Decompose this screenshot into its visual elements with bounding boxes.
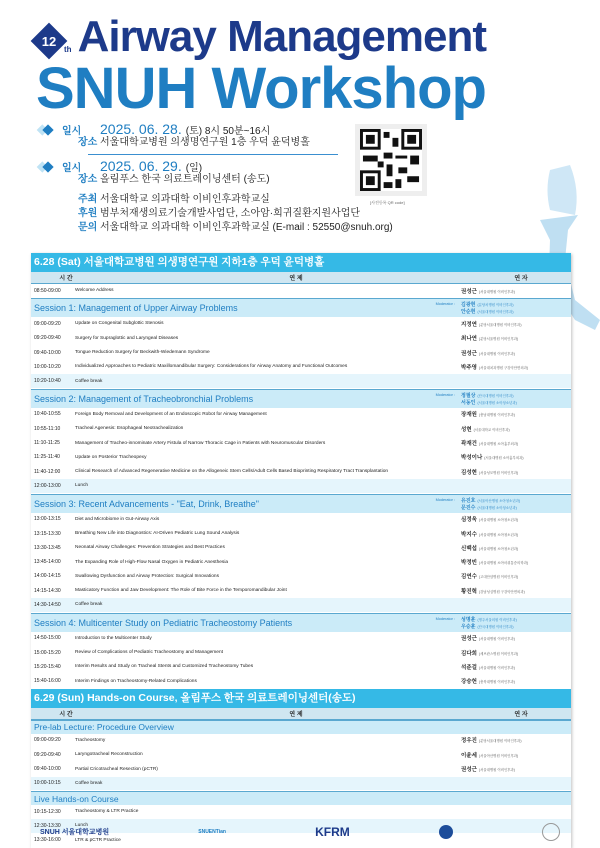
day-header: 6.29 (Sun) Hands-on Course, 올림푸스 한국 의료트레이닝센터(송도) — [31, 689, 571, 708]
topic: Individualized Approaches to Pediatric Maxillomandibular Surgery: Considerations for Airway Anatomy and Functional Outcomes — [75, 364, 348, 370]
speaker-name: 박성이나 — [461, 455, 483, 462]
speaker-affiliation: (분당서울대병원 이비인후과) — [478, 322, 522, 327]
moderator — [461, 504, 571, 511]
diamond-icon — [42, 124, 53, 135]
time: 09:40-10:00 — [34, 766, 61, 773]
speaker — [461, 334, 571, 342]
speaker-affiliation: (서울성모병원 이비인후과) — [478, 470, 519, 475]
speaker-affiliation: (세브란스병원 이비인후과) — [478, 651, 519, 656]
table-row — [31, 317, 571, 331]
break-row — [31, 374, 571, 388]
day2-place: 올림푸스 한국 의료트레이닝센터 (송도) — [100, 174, 270, 185]
moderator-affiliation: (분당차병원 이비인후과) — [477, 303, 514, 308]
time: 09:00-09:20 — [34, 737, 61, 744]
moderator-name: 문진수 — [461, 504, 476, 511]
moderator — [461, 497, 571, 504]
topic: Coffee break — [75, 602, 103, 608]
time: 14:50-15:00 — [34, 635, 61, 642]
speaker-affiliation: (서울대학교 이비인후과) — [473, 427, 510, 432]
time: 13:45-14:00 — [34, 559, 61, 566]
time: 15:40-16:00 — [34, 678, 61, 685]
speaker — [461, 349, 571, 357]
speaker-name: 지정연 — [461, 321, 477, 328]
moderator-affiliation: (명주서울의원 이비인후과) — [477, 617, 517, 622]
session-header — [31, 298, 571, 317]
time: 10:00-10:15 — [34, 780, 61, 787]
speaker — [461, 363, 571, 371]
speaker — [461, 587, 571, 595]
speaker-name: 김연수 — [461, 574, 477, 581]
session-title: Session 3: Recent Advancements - "Eat, Drink, Breathe" — [34, 498, 259, 509]
speaker-name: 권성근 — [461, 636, 477, 643]
speaker-affiliation: (분당서울병원 이비인후과) — [478, 337, 519, 342]
time: 14:00-14:15 — [34, 573, 61, 580]
topic: Interim Findings on Tracheostomy-Related Complications — [75, 678, 197, 684]
speaker-name: 신백섭 — [461, 545, 477, 552]
topic: Interim Results and Study on Tracheal Stents and Customized Tracheostomy Tubes — [75, 664, 254, 670]
time: 11:25-11:40 — [34, 454, 60, 461]
day-header: 6.28 (Sat) 서울대학교병원 의생명연구원 지하1층 우덕 윤덕병홀 — [31, 253, 571, 272]
title: Airway Management — [77, 12, 487, 61]
session-title: Session 2: Management of Tracheobronchial Problems — [34, 393, 254, 404]
speaker-affiliation: (서울대병원 이비인후과) — [478, 665, 515, 670]
speaker-name: 심정욱 — [461, 517, 477, 524]
speaker-affiliation: (서울대병원 이비인후과) — [478, 637, 515, 642]
speaker — [461, 468, 571, 476]
event-info — [40, 122, 393, 235]
moderator — [461, 301, 571, 308]
qr-code-icon — [360, 129, 422, 191]
table-row — [31, 570, 571, 584]
speaker-name: 권성근 — [461, 288, 477, 295]
day2-time: (일) — [185, 163, 203, 174]
session-title: Session 1: Management of Upper Airway Problems — [34, 303, 238, 314]
moderator — [461, 623, 571, 630]
edition-badge: 12 — [31, 23, 68, 60]
speaker-name: 곽재건 — [461, 441, 477, 448]
speaker-affiliation: (분당서울대병원 이비인후과) — [478, 739, 522, 744]
speaker-name: 석준걸 — [461, 664, 477, 671]
break-row — [31, 479, 571, 493]
moderator — [461, 308, 571, 315]
day1-date: 2025. 06. 28. — [100, 121, 182, 137]
break-row — [31, 777, 571, 791]
moderator-label: Moderator : — [435, 497, 455, 502]
snuentian-logo: SNUENTian — [198, 829, 226, 835]
time: 10:00-10:20 — [34, 363, 61, 370]
table-row — [31, 541, 571, 555]
topic: LTR & pCTR Practice — [75, 837, 121, 843]
moderator-name: 안순현 — [461, 309, 476, 316]
session-header — [31, 494, 571, 513]
topic: Laryngotracheal Reconstruction — [75, 752, 143, 758]
day2-date: 2025. 06. 29. — [100, 158, 182, 174]
topic: Lunch — [75, 823, 89, 829]
table-row — [31, 762, 571, 776]
schedule-table — [31, 253, 571, 848]
edition-suffix: th — [64, 45, 72, 54]
topic: Foreign Body Removal and Development of an Endoscopic Robot for Airway Management — [75, 411, 267, 417]
moderator-name: 서동인 — [461, 399, 476, 406]
speaker-affiliation: (서울대병원 이비인후과) — [478, 289, 515, 294]
topic: Coffee break — [75, 378, 103, 384]
label: 일시 — [62, 163, 82, 174]
session-title: Session 4: Multicenter Study on Pediatric Tracheostomy Patients — [34, 617, 293, 628]
table-row — [31, 748, 571, 762]
time: 10:15-12:30 — [34, 808, 61, 815]
speaker-name: 장재원 — [461, 412, 477, 419]
speaker — [461, 765, 571, 773]
speaker-affiliation: (서울아산병원 이비인후과) — [478, 753, 519, 758]
speaker-name: 강승헌 — [461, 679, 477, 686]
time: 13:30-13:45 — [34, 544, 61, 551]
speaker-affiliation: (서울대치과병원 구강악안면외과) — [478, 365, 529, 370]
time: 11:10-11:25 — [34, 440, 60, 447]
day1-place: 서울대학교병원 의생명연구원 1층 우덕 윤덕병홀 — [100, 137, 310, 148]
moderator-name: 정필상 — [461, 392, 476, 399]
moderators — [461, 616, 571, 630]
moderator-name: 유진호 — [461, 497, 476, 504]
time: 09:20-09:40 — [34, 751, 61, 758]
topic: Surgery for Supraglottic and Laryngeal Diseases — [75, 335, 179, 341]
moderators — [461, 497, 571, 511]
speaker — [461, 677, 571, 685]
subtitle: SNUH Workshop — [36, 56, 486, 121]
contact: 서울대학교 의과대학 이비인후과학교실 (E-mail : 52550@snuh.org) — [100, 222, 393, 233]
diamond-icon — [42, 161, 53, 172]
speaker-name: 최나연 — [461, 336, 477, 343]
topic: Swallowing Dysfunction and Airway Protection: Surgical Innovations — [75, 573, 219, 579]
table-row — [31, 632, 571, 646]
column-topic: 연 제 — [289, 276, 303, 282]
table-row — [31, 527, 571, 541]
speaker-name: 박지수 — [461, 531, 477, 538]
table-row — [31, 436, 571, 450]
table-row — [31, 284, 571, 298]
speaker-affiliation: (고대안암병원 이비인후과) — [478, 575, 519, 580]
university-seal-logo — [542, 823, 560, 841]
divider — [88, 154, 338, 155]
time: 15:20-15:40 — [34, 663, 61, 670]
moderator-affiliation: (서울대병원 소아청소년과) — [477, 505, 517, 510]
government-emblem-logo — [439, 825, 453, 839]
speaker-name: 김다희 — [461, 650, 477, 657]
time: 09:00-09:20 — [34, 320, 61, 327]
moderator-affiliation: (서울대병원 소아청소년과) — [477, 400, 517, 405]
title-row — [32, 14, 486, 60]
topic: Masticatory Function and Jaw Development: The Role of Bite Force in the Temporomandibular Joint — [75, 588, 287, 594]
moderator-label: Moderator : — [435, 392, 455, 397]
topic: Update on Posterior Tracheopexy — [75, 454, 147, 460]
speaker — [461, 736, 571, 744]
time: 13:00-13:15 — [34, 516, 61, 523]
topic: Review of Complications of Pediatric Tracheostomy and Management — [75, 650, 223, 656]
speaker-name: 박정빈 — [461, 560, 477, 567]
topic: Welcome Address — [75, 288, 114, 294]
moderator-name: 성명훈 — [461, 616, 476, 623]
column-speaker: 연 자 — [514, 276, 528, 282]
speaker-affiliation: (충북대병원 이비인후과) — [478, 680, 515, 685]
time: 09:20-09:40 — [34, 335, 61, 342]
speaker-name: 성현 — [461, 426, 472, 433]
time: 10:20-10:40 — [34, 378, 61, 385]
topic: Tracheostomy & LTR Practice — [75, 809, 139, 815]
speaker-affiliation: (충남대병원 이비인후과) — [478, 413, 515, 418]
speaker-affiliation: (서울대병원 소아흉부외과) — [478, 442, 519, 447]
topic: Clinical Research of Advanced Regenerative Medicine on the Allogeneic Stem Cells/Adult Cells Based Bioprinting Respiratory Tract Transplantation — [75, 469, 389, 475]
speaker — [461, 663, 571, 671]
registration-qr-code[interactable] — [355, 124, 427, 196]
topic: Neonatal Airway Challenges: Prevention Strategies and Best Practices — [75, 545, 225, 551]
speaker-name: 이윤세 — [461, 752, 477, 759]
speaker — [461, 649, 571, 657]
session-header — [31, 613, 571, 632]
topic: Tracheal Agenesis: Esophageal Neotrachealization — [75, 426, 184, 432]
speaker-name: 권성근 — [461, 350, 477, 357]
speaker-affiliation: (서울대병원 소아흉부외과) — [484, 456, 524, 461]
speaker — [461, 634, 571, 642]
table-row — [31, 646, 571, 660]
speaker — [461, 515, 571, 523]
speaker-affiliation: (강남성심병원 구강악안면외과) — [478, 589, 525, 594]
time: 13:30-16:00 — [34, 837, 61, 844]
topic: Partial Cricotracheal Resection (pCTR) — [75, 766, 158, 772]
speaker — [461, 544, 571, 552]
topic: Tracheostomy — [75, 737, 106, 743]
moderator-label: Moderator : — [435, 616, 455, 621]
time: 08:50-09:00 — [34, 287, 61, 294]
label: 문의 — [78, 222, 98, 233]
table-row — [31, 346, 571, 360]
speaker-name: 박주영 — [461, 364, 477, 371]
column-topic: 연 제 — [289, 711, 303, 718]
host: 서울대학교 의과대학 이비인후과학교실 — [100, 194, 270, 205]
time: 15:00-15:20 — [34, 649, 61, 656]
speaker-affiliation: (서울대병원 소아청소년과) — [478, 532, 519, 537]
table-row — [31, 360, 571, 374]
label: 일시 — [62, 126, 82, 137]
subsession-header: Live Hands-on Course — [31, 791, 571, 805]
label: 주최 — [78, 194, 98, 205]
speaker-name: 김성현 — [461, 469, 477, 476]
kfrm-logo: KFRM — [315, 825, 350, 839]
topic: Tongue Reduction Surgery for Beckwith-Wiedemann Syndrome — [75, 350, 210, 356]
speaker-name: 권성근 — [461, 767, 477, 774]
table-row — [31, 451, 571, 465]
moderator-affiliation: (단국대병원 이비인후과) — [477, 393, 514, 398]
table-row — [31, 675, 571, 689]
speaker — [461, 410, 571, 418]
moderator-name: 우승훈 — [461, 623, 476, 630]
speaker-name: 황진혁 — [461, 588, 477, 595]
column-header — [31, 708, 571, 720]
time: 11:40-12:00 — [34, 468, 61, 475]
table-row — [31, 805, 571, 819]
speaker — [461, 425, 571, 433]
moderator-label: Moderator : — [435, 302, 455, 307]
time: 13:15-13:30 — [34, 530, 61, 537]
table-row — [31, 734, 571, 748]
topic: The Expanding Role of High-Flow Nasal Oxygen in Pediatric Anesthesia — [75, 559, 229, 565]
session-header — [31, 389, 571, 408]
moderators — [461, 392, 571, 406]
moderator-affiliation: (단국대병원 이비인후과) — [477, 624, 514, 629]
speaker — [461, 558, 571, 566]
speaker-affiliation: (서울대병원 이비인후과) — [478, 768, 515, 773]
column-time: 시 간 — [59, 276, 73, 282]
topic: Diet and Microbiome in Gut-Airway Axis — [75, 516, 160, 522]
time: 12:30-13:30 — [34, 822, 61, 829]
speaker-name: 정우진 — [461, 738, 477, 745]
label: 장소 — [78, 174, 98, 185]
break-row — [31, 598, 571, 612]
topic: Breathing New Life into Diagnostics: AI-Driven Pediatric Lung Sound Analysis — [75, 531, 240, 536]
speaker-affiliation: (서울대병원 소아청소년과) — [478, 518, 519, 523]
speaker-affiliation: (서울대병원 소아마취통증의학과) — [478, 561, 529, 566]
speaker-affiliation: (서울대병원 소아청소년과) — [478, 546, 519, 551]
topic: Update on Congenital Subglottic Stenosis — [75, 321, 164, 327]
moderators — [461, 301, 571, 315]
column-speaker: 연 자 — [514, 711, 528, 718]
column-header — [31, 272, 571, 284]
time: 12:00-13:00 — [34, 482, 61, 489]
table-row — [31, 584, 571, 598]
table-row — [31, 555, 571, 569]
moderator-affiliation: (서울아산병원 소아청소년과) — [477, 498, 521, 503]
topic: Management of Tracheo-innominate Artery Fistula of Narrow Thoracic Cage in Patients with Neuromuscular Disorders — [75, 440, 326, 446]
speaker — [461, 572, 571, 580]
sponsor: 범부처재생의료기술개발사업단, 소아암·희귀질환지원사업단 — [100, 208, 361, 219]
snuh-logo: SNUH 서울대학교병원 — [40, 829, 110, 836]
moderator — [461, 392, 571, 399]
qr-caption: [사전등록 QR code] — [370, 200, 405, 205]
sponsor-logos — [40, 822, 560, 842]
time: 14:30-14:50 — [34, 601, 61, 608]
speaker — [461, 530, 571, 538]
speaker — [461, 320, 571, 328]
subsession-header: Pre-lab Lecture: Procedure Overview — [31, 720, 571, 734]
moderator-affiliation: (서울대병원 이비인후과) — [477, 310, 514, 315]
speaker — [461, 453, 571, 461]
moderator-name: 김광현 — [461, 302, 476, 309]
speaker-affiliation: (서울대병원 이비인후과) — [478, 351, 515, 356]
table-row — [31, 513, 571, 527]
label: 장소 — [78, 137, 98, 148]
table-row — [31, 660, 571, 674]
moderator — [461, 399, 571, 406]
column-time: 시 간 — [59, 711, 73, 718]
speaker — [461, 751, 571, 759]
moderator — [461, 616, 571, 623]
topic: Introduction to the Multicenter Study — [75, 635, 152, 641]
table-row — [31, 408, 571, 422]
day1-time: (토) 8시 50분~16시 — [185, 126, 271, 137]
table-row — [31, 332, 571, 346]
label: 후원 — [78, 208, 98, 219]
time: 14:15-14:30 — [34, 587, 61, 594]
speaker — [461, 439, 571, 447]
topic: Lunch — [75, 483, 89, 489]
time: 09:40-10:00 — [34, 349, 61, 356]
time: 10:40-10:55 — [34, 411, 61, 418]
time: 10:55-11:10 — [34, 425, 61, 432]
table-row — [31, 465, 571, 479]
topic: Coffee break — [75, 780, 103, 786]
speaker — [461, 287, 571, 295]
table-row — [31, 422, 571, 436]
